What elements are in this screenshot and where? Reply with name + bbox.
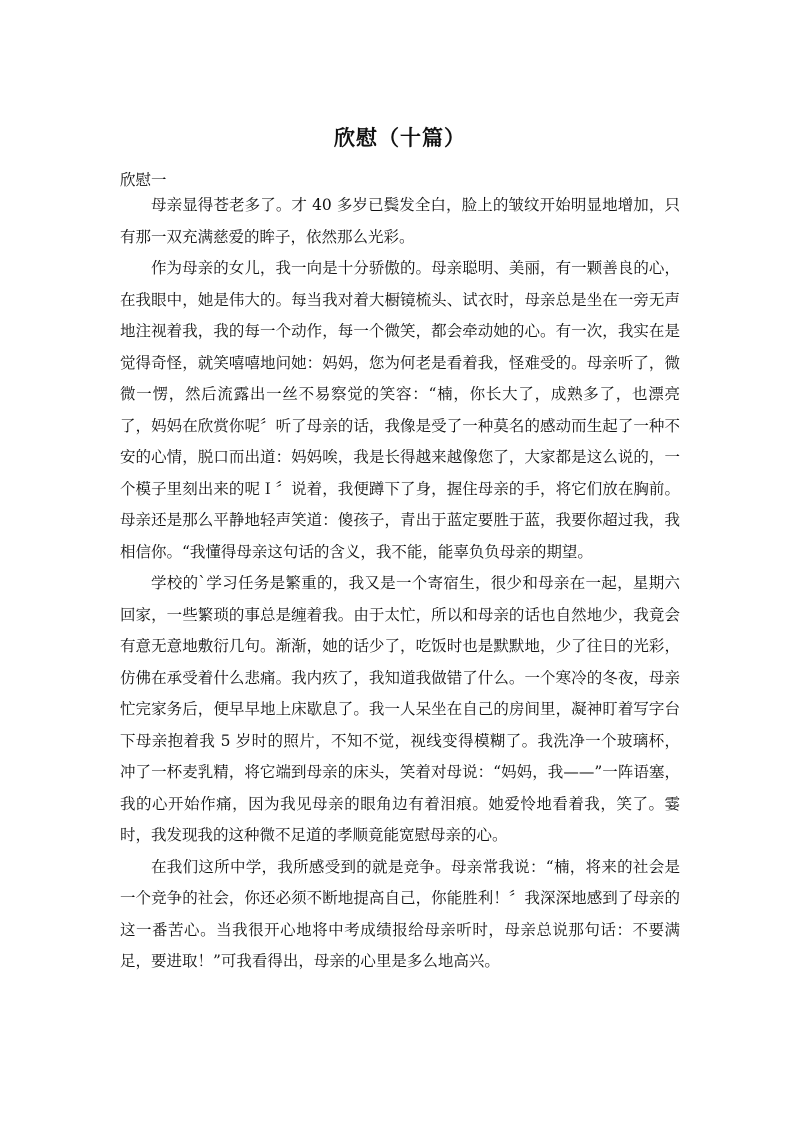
section-heading: 欣慰一 (120, 171, 167, 189)
paragraph: 学校的`学习任务是繁重的，我又是一个寄宿生，很少和母亲在一起，星期六回家，一些繁琐的事总是缠着我。由于太忙，所以和母亲的话也自然地少，我竟会有意无意地敷衍几句。渐渐，她的话少了，吃饭时也是默默地，少了往日的光彩，仿佛在承受着什么悲痛。我内疚了，我知道我做错了什么。一个寒冷的冬夜，母亲忙完家务后，便早早地上床歇息了。我一人呆坐在自己的房间里，凝神盯着写字台下母亲抱着我 5 岁时的照片，不知不觉，视线变得模糊了。我洗净一个玻璃杯，冲了一杯麦乳精，将它端到母亲的床头，笑着对母说：“妈妈，我——”一阵语塞，我的心开始作痛，因为我见母亲的眼角边有着泪痕。她爱怜地看着我，笑了。霎时，我发现我的这种微不足道的孝顺竟能宽慰母亲的心。 (120, 574, 680, 844)
paragraph: 母亲显得苍老多了。才 40 多岁已鬓发全白，脸上的皱纹开始明显地增加，只有那一双充满慈爱的眸子，依然那么光彩。 (120, 196, 680, 246)
article-body (120, 190, 680, 978)
document-title: 欣慰（十篇） (334, 126, 466, 150)
paragraph: 在我们这所中学，我所感受到的就是竞争。母亲常我说：“楠，将来的社会是一个竞争的社会，你还必须不断地提高自己，你能胜利！〞我深深地感到了母亲的这一番苦心。当我很开心地将中考成绩报给母亲听时，母亲总说那句话：不要满足，要进取！”可我看得出，母亲的心里是多么地高兴。 (120, 857, 680, 970)
paragraph: 作为母亲的女儿，我一向是十分骄傲的。母亲聪明、美丽，有一颗善良的心，在我眼中，她是伟大的。每当我对着大橱镜梳头、试衣时，母亲总是坐在一旁无声地注视着我，我的每一个动作，每一个微笑，都会牵动她的心。有一次，我实在是觉得奇怪，就笑嘻嘻地问她：妈妈，您为何老是看着我，怪难受的。母亲听了，微微一愣，然后流露出一丝不易察觉的笑容：“楠，你长大了，成熟多了，也漂亮了，妈妈在欣赏你呢〞听了母亲的话，我像是受了一种莫名的感动而生起了一种不安的心情，脱口而出道：妈妈唉，我是长得越来越像您了，大家都是这么说的，一个模子里刻出来的呢Ｉ〞说着，我便蹲下了身，握住母亲的手，将它们放在胸前。母亲还是那么平静地轻声笑道：傻孩子，青出于蓝定要胜于蓝，我要你超过我，我相信你。“我懂得母亲这句话的含义，我不能，能辜负负母亲的期望。 (120, 259, 680, 561)
